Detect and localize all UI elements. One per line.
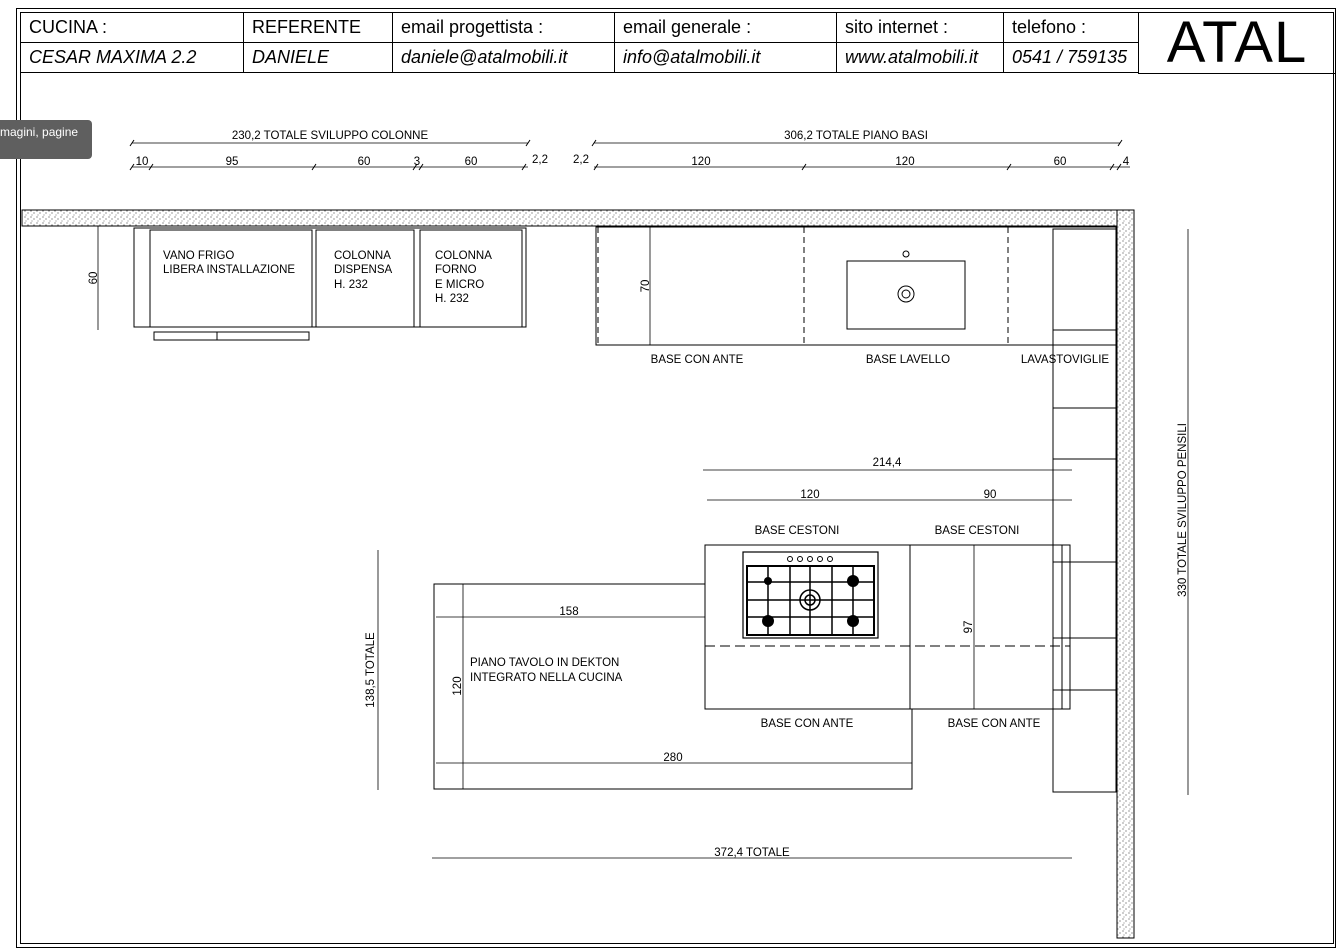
dim-island-120: 120	[800, 489, 820, 501]
atal-logo: ATAL	[1138, 12, 1335, 74]
label-email-generale: email generale :	[615, 13, 837, 43]
dim-bases-total: 306,2 TOTALE PIANO BASI	[784, 130, 928, 142]
label-referente: REFERENTE	[244, 13, 393, 43]
dim-island-90: 90	[983, 489, 997, 501]
dim-table-280: 280	[663, 752, 683, 764]
sink-basin	[847, 261, 965, 329]
label-cucina: CUCINA :	[21, 13, 244, 43]
wall-right	[1117, 210, 1134, 938]
tap-icon	[903, 251, 909, 257]
label-sito-internet: sito internet :	[837, 13, 1004, 43]
label-base-lavello: BASE LAVELLO	[865, 354, 951, 366]
dim-total-1385: 138,5 TOTALE	[365, 632, 377, 708]
dim-columns-total: 230,2 TOTALE SVILUPPO COLONNE	[231, 130, 429, 142]
dim-col-10: 10	[135, 156, 149, 168]
dim-table-120: 120	[452, 676, 464, 696]
wall-top	[22, 210, 1134, 226]
label-dispensa-2: DISPENSA	[334, 264, 393, 276]
label-cestoni-b: BASE CESTONI	[934, 525, 1020, 537]
dim-table-158: 158	[559, 606, 579, 618]
value-telefono: 0541 / 759135	[1004, 43, 1139, 73]
label-forno-1: COLONNA	[435, 250, 492, 262]
dim-total-3724: 372,4 TOTALE	[714, 847, 790, 859]
label-frigo-1: VANO FRIGO	[163, 250, 235, 262]
dim-col-60b: 60	[464, 156, 478, 168]
dim-col-22: 2,2	[532, 154, 548, 166]
label-piano-1: PIANO TAVOLO IN DEKTON	[470, 657, 620, 669]
island	[705, 545, 1070, 709]
label-dispensa-1: COLONNA	[334, 250, 391, 262]
dim-depth-70: 70	[640, 279, 652, 293]
value-cucina: CESAR MAXIMA 2.2	[21, 43, 244, 73]
viewer-tooltip: magini, pagine	[0, 120, 92, 159]
label-piano-2: INTEGRATO NELLA CUCINA	[470, 672, 623, 684]
dim-island-2144: 214,4	[872, 457, 902, 469]
label-lavastoviglie: LAVASTOVIGLIE	[1020, 354, 1110, 366]
drain-icon	[898, 286, 914, 302]
label-email-progettista: email progettista :	[393, 13, 615, 43]
dim-col-95: 95	[225, 156, 239, 168]
dim-base-60: 60	[1053, 156, 1067, 168]
dim-base-120a: 120	[691, 156, 711, 168]
dim-base-4: 4	[1122, 156, 1130, 168]
dim-island-97: 97	[963, 620, 975, 634]
dim-depth-60: 60	[88, 271, 100, 285]
value-email-generale: info@atalmobili.it	[615, 43, 837, 73]
dim-col-60a: 60	[357, 156, 371, 168]
base-run	[596, 227, 1116, 345]
dim-base-22: 2,2	[573, 154, 589, 166]
label-forno-2: FORNO	[435, 264, 477, 276]
fridge-door	[154, 332, 309, 340]
dim-base-120b: 120	[895, 156, 915, 168]
dim-col-3: 3	[413, 156, 421, 168]
value-sito-internet: www.atalmobili.it	[837, 43, 1004, 73]
label-forno-3: E MICRO	[435, 279, 485, 291]
fridge-space	[150, 230, 312, 327]
value-email-progettista: daniele@atalmobili.it	[393, 43, 615, 73]
label-frigo-2: LIBERA INSTALLAZIONE	[163, 264, 296, 276]
label-base-ante: BASE CON ANTE	[650, 354, 744, 366]
label-forno-4: H. 232	[435, 293, 469, 305]
dim-wall-330: 330 TOTALE SVILUPPO PENSILI	[1177, 423, 1189, 597]
columns-block	[134, 228, 526, 327]
label-telefono: telefono :	[1004, 13, 1139, 43]
label-ante-a: BASE CON ANTE	[760, 718, 854, 730]
label-dispensa-3: H. 232	[334, 279, 368, 291]
label-ante-b: BASE CON ANTE	[947, 718, 1041, 730]
label-cestoni-a: BASE CESTONI	[754, 525, 840, 537]
value-referente: DANIELE	[244, 43, 393, 73]
